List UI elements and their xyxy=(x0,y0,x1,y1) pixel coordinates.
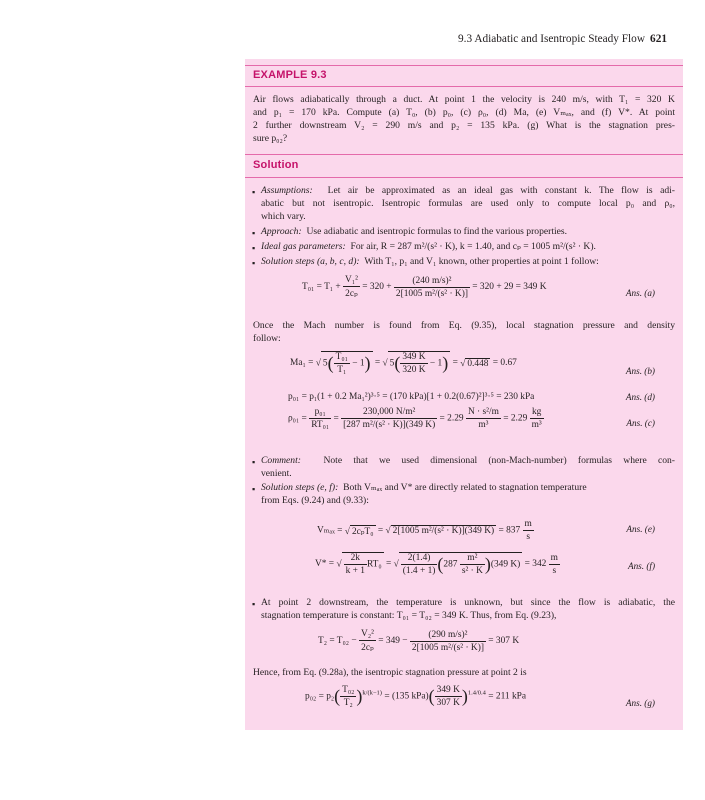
mach-intro-line-1: Once the Mach number is found from Eq. (9.35), local stagnation pressure and density xyxy=(253,320,675,331)
assumptions-line-1 xyxy=(261,185,675,197)
problem-line-1: Air flows adiabatically through a duct. At point 1 the velocity is 240 m/s, with T₁ = 320 K xyxy=(253,94,675,105)
equation-vmax: Vₘₐₓ = √ 2cₚT₀ = √ 2[1005 m²/(s² · K)](349 K) = 837 $\frac{m}{s}$ xyxy=(317,519,532,542)
steps-ef-line-2: from Eqs. (9.24) and (9.33): xyxy=(261,495,369,506)
eq-t01-den: 2cₚ xyxy=(345,289,358,299)
hence-line: Hence, from Eq. (9.28a), the isentropic stagnation pressure at point 2 is xyxy=(253,667,527,678)
eq-vstar-un: m xyxy=(550,552,558,563)
eq-t01-mid: = 320 + xyxy=(359,282,394,293)
problem-line-2: and p₁ = 170 kPa. Compute (a) T₀, (b) p₀, (c) ρ₀, (d) Ma, (e) Vₘₐₓ, and (f) V*. At point xyxy=(253,107,675,118)
eq-vstar-lhs: V* = xyxy=(315,559,337,570)
eq-ma1-sqrt: 0.448 xyxy=(467,358,489,369)
eq-vmax-eq: = xyxy=(375,525,386,536)
ideal-gas-text: For air, R = 287 m²/(s² · K), k = 1.40, and cₚ = 1005 m²/(s² · K). xyxy=(350,241,596,252)
answer-c: Ans. (c) xyxy=(626,418,655,428)
point2-line-2: stagnation temperature is constant: T₀₁ = T₀₂ = 349 K. Thus, from Eq. (9.23), xyxy=(261,610,557,621)
eq-p02-exp2: 1.4/0.4 xyxy=(467,689,486,697)
answer-a: Ans. (a) xyxy=(625,288,655,298)
comment-line-2: venient. xyxy=(261,468,292,479)
comment-label: Comment: xyxy=(261,455,301,466)
eq-vstar-ud1: s² · K xyxy=(461,566,483,576)
eq-vmax-ud: s xyxy=(526,532,530,542)
heading-rule-bottom xyxy=(245,86,683,87)
bullet-7: ▪ xyxy=(252,599,256,609)
solution-heading: Solution xyxy=(253,159,299,171)
eq-t01-frac1 xyxy=(343,275,360,299)
steps-ef-text-1: Both Vₘₐₓ and V* are directly related to stagnation temperature xyxy=(343,482,587,493)
eq-p02-d1: T₂ xyxy=(343,698,353,708)
eq-ma1-knum: 349 K xyxy=(402,352,426,362)
eq-rho-d1: RT₀₁ xyxy=(311,420,330,430)
eq-vmax-r2: 2[1005 m²/(s² · K)](349 K) xyxy=(392,526,495,536)
answer-e: Ans. (e) xyxy=(626,524,655,534)
approach-label: Approach: xyxy=(261,226,302,237)
eq-vmax-un: m xyxy=(524,519,532,529)
problem-line-3: 2 further downstream V₂ = 290 m/s and p₂ = 135 kPa. (g) What is the stagnation pres- xyxy=(253,120,675,131)
answer-b: Ans. (b) xyxy=(625,366,655,376)
comment-line-1 xyxy=(261,455,675,467)
steps-abcd-text: With T₁, p₁ and V₁ known, other properties at point 1 follow: xyxy=(364,256,599,267)
bullet-4: ▪ xyxy=(252,258,256,268)
eq-vstar-d1: k + 1 xyxy=(345,566,365,576)
eq-ma1-tden: T₁ xyxy=(337,365,347,375)
equation-t01 xyxy=(302,275,546,299)
eq-ma1-minus2: − 1 xyxy=(427,358,443,369)
comment-text-1: Note that we used dimensional (non-Mach-number) formulas where con- xyxy=(323,455,675,466)
eq-vstar-mid: 287 xyxy=(443,559,460,570)
eq-ma1-root3: √ 0.448 xyxy=(460,358,489,369)
ideal-gas-label: Ideal gas parameters: xyxy=(261,241,346,252)
eq-ma1-minus1: − 1 xyxy=(349,358,365,369)
eq-vmax-r1: 2cₚT₀ xyxy=(351,526,374,537)
equation-vstar: V* = √ $\frac{2k}{k + 1}$ RT₀ = √ $\frac{2(1.4)}{(1.4 + 1)}$ (287 $\frac{\text{m²}}{\text{s² · K}}$ )(349 K) = 342 $\frac{m}{s}$ xyxy=(315,552,558,576)
heading-rule-top xyxy=(245,65,683,66)
eq-rho-d4: m³ xyxy=(531,420,542,430)
eq-t2-num2: (290 m/s)² xyxy=(410,630,486,642)
eq-vstar-rt: RT₀ xyxy=(366,559,382,570)
bullet-6: ▪ xyxy=(252,484,256,494)
eq-ma1-root2: √ 5( $\frac{349 K}{320 K}$ − 1) xyxy=(382,352,449,375)
running-header xyxy=(0,33,705,49)
eq-vmax-lhs: Vₘₐₓ = xyxy=(317,525,345,536)
ideal-gas-line xyxy=(261,241,683,253)
eq-vstar-n2: 2(1.4) xyxy=(401,553,438,565)
answer-f: Ans. (f) xyxy=(627,561,655,571)
eq-vstar-d2: (1.4 + 1) xyxy=(402,566,436,576)
answer-g: Ans. (g) xyxy=(625,698,655,708)
eq-ma1-tnum: T₀₁ xyxy=(335,352,348,362)
eq-vstar-eq: = xyxy=(383,559,394,570)
assumptions-line-2: abatic but not isentropic. Isentropic formulas are used only to compute local p₀ and ρ₀, xyxy=(261,198,675,209)
eq-ma1-factor2: 5 xyxy=(389,358,395,369)
eq-ma1-kden: 320 K xyxy=(402,365,426,375)
eq-vstar-ud: s xyxy=(552,565,557,576)
approach-line xyxy=(261,226,683,238)
steps-ef-label: Solution steps (e, f): xyxy=(261,482,339,493)
example-heading: EXAMPLE 9.3 xyxy=(253,69,327,81)
eq-p02-d2: 307 K xyxy=(436,698,460,708)
steps-ef-line-1 xyxy=(261,482,683,494)
eq-rho-d2: [287 m²/(s² · K)](349 K) xyxy=(343,420,436,430)
eq-vstar-tail: (349 K) xyxy=(490,559,521,570)
bullet-5: ▪ xyxy=(252,457,256,467)
eq-p02-n2: 349 K xyxy=(436,685,460,695)
point2-line-1: At point 2 downstream, the temperature is unknown, but since the flow is adiabatic, the xyxy=(261,597,675,608)
eq-t2-mid: = 349 − xyxy=(375,636,410,647)
assumptions-line-3: which vary. xyxy=(261,211,306,222)
eq-ma1-result: = 0.67 xyxy=(490,358,517,369)
eq-vstar-n1: 2k xyxy=(344,553,367,565)
bullet-3: ▪ xyxy=(252,243,256,253)
example-box xyxy=(245,59,683,730)
assumptions-text-1: Let air be approximated as an ideal gas with constant k. The flow is adi- xyxy=(327,185,675,196)
eq-t2-result: = 307 K xyxy=(485,636,520,647)
steps-abcd-label: Solution steps (a, b, c, d): xyxy=(261,256,360,267)
eq-t2-den2: 2[1005 m²/(s² · K)] xyxy=(411,642,484,653)
eq-t01-den2: 2[1005 m²/(s² · K)] xyxy=(395,288,468,299)
eq-rho-n4: kg xyxy=(530,407,544,419)
eq-ma1-root1: √ 5( $\frac{\text{T₀₁}}{\text{T₁}}$ − 1) xyxy=(315,352,371,375)
steps-abcd-line xyxy=(261,256,683,268)
eq-rho-eq: = xyxy=(331,413,342,424)
eq-rho-n3: N · s²/m xyxy=(467,407,499,417)
equation-p02: p₀₂ = p₂( $\frac{\text{T₀₂}}{\text{T₂}}$ )$^{k/(k-1)}$ = (135 kPa)( $\frac{349 K}{307 K}$ )$^{1.4/0.4}$ = 211 kPa xyxy=(305,685,527,708)
eq-rho-d3: m³ xyxy=(478,420,489,430)
eq-p02-mid: = (135 kPa) xyxy=(381,691,429,702)
eq-p02-result: = 211 kPa xyxy=(485,691,527,702)
bullet-1: ▪ xyxy=(252,187,256,197)
eq-rho-mid2: = 2.29 xyxy=(500,413,530,424)
eq-p02-n1: T₀₂ xyxy=(342,685,355,695)
eq-t01-result: = 320 + 29 = 349 K xyxy=(469,282,547,293)
bullet-2: ▪ xyxy=(252,228,256,238)
eq-rho-n2: 230,000 N/m² xyxy=(341,407,437,419)
eq-rho-n1: p₀₁ xyxy=(309,407,331,419)
solution-rule-top xyxy=(245,154,683,155)
equation-p01: p₀₁ = p₁(1 + 0.2 Ma₁²)³·⁵ = (170 kPa)[1 + 0.2(0.67)²]³·⁵ = 230 kPa xyxy=(288,392,535,402)
eq-t01-num: V₁² xyxy=(345,275,358,285)
eq-p02-exp1: k/(k−1) xyxy=(362,689,382,697)
eq-rho-lhs: ρ₀₁ = xyxy=(288,413,310,424)
solution-rule-bottom xyxy=(245,177,683,178)
eq-ma1-lhs: Ma₁ = xyxy=(290,358,316,369)
eq-t01-frac2 xyxy=(394,276,470,299)
section-title: 9.3 Adiabatic and Isentropic Steady Flow xyxy=(458,33,645,45)
eq-vmax-res: = 837 xyxy=(496,525,523,536)
problem-line-4: sure p₀₂? xyxy=(253,133,288,144)
eq-t2-den: 2cₚ xyxy=(361,643,374,653)
eq-t01-num2: (240 m/s)² xyxy=(394,276,470,288)
eq-t01-lhs: T₀₁ = T₁ + xyxy=(302,282,344,293)
eq-vstar-res: = 342 xyxy=(522,559,549,570)
page-number: 621 xyxy=(650,33,667,45)
eq-ma1-eq2: = xyxy=(372,358,383,369)
mach-intro-line-2: follow: xyxy=(253,333,281,344)
eq-rho-mid: = 2.29 xyxy=(437,413,466,424)
eq-ma1-eq3: = xyxy=(450,358,461,369)
eq-p02-lhs: p₀₂ = p₂ xyxy=(305,691,335,702)
eq-t2-num: V₂² xyxy=(361,629,374,639)
equation-ma1 xyxy=(290,351,517,375)
eq-ma1-factor1: 5 xyxy=(322,358,328,369)
approach-text: Use adiabatic and isentropic formulas to find the various properties. xyxy=(306,226,568,237)
eq-vstar-un1: m² xyxy=(460,553,485,565)
assumptions-label: Assumptions: xyxy=(261,185,313,196)
equation-t2 xyxy=(318,629,519,653)
answer-d: Ans. (d) xyxy=(625,392,655,402)
eq-t2-lhs: T₂ = T₀₂ − xyxy=(318,636,360,647)
equation-rho01 xyxy=(288,407,544,430)
